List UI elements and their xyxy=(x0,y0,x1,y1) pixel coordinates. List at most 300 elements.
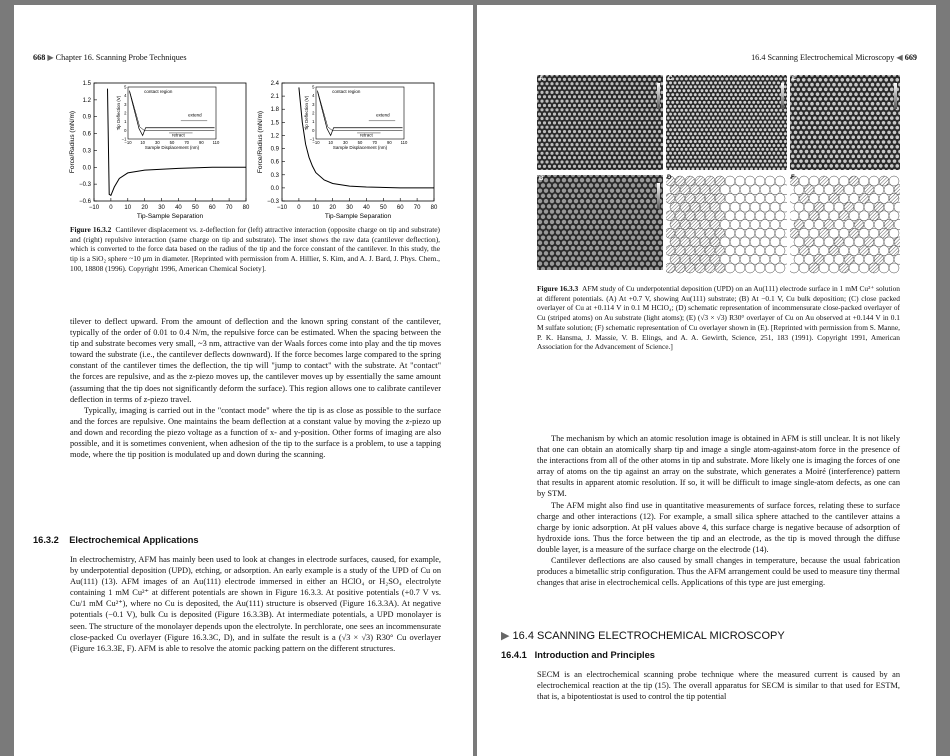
atom-circle xyxy=(790,211,799,221)
major-section-heading xyxy=(501,629,785,642)
atom-circle xyxy=(859,246,869,256)
x-tick-label: −10 xyxy=(88,205,100,211)
atom-circle xyxy=(859,211,869,221)
atom-circle xyxy=(859,176,869,186)
atom-circle xyxy=(775,193,785,203)
panel-label: C xyxy=(668,76,673,82)
atom-circle xyxy=(760,185,770,195)
atom-circle xyxy=(849,176,859,186)
atom-circle xyxy=(666,246,675,256)
x-tick-label: 0 xyxy=(109,205,113,211)
atom-circle xyxy=(884,202,894,212)
atom-circle xyxy=(859,193,869,203)
panel-label: F xyxy=(791,175,795,181)
atom-circle xyxy=(680,237,690,247)
atom-circle xyxy=(760,237,770,247)
atom-circle xyxy=(740,185,750,195)
x-tick-label: 80 xyxy=(430,205,438,211)
caption-text: Cantilever displacement vs. z-deflection for (left) attractive interaction (opposite charge on tip and substrate) and (right) repulsive interaction (same charge on tip and substrate). The inset shows the raw data (cantilever deflection), which is converted to the force data based on the radius of the tip and the force constant of the cantilever. In this study, the tip is a SiO₂ sphere ~10 μm in diameter. [Reprinted with permission from A. Hillier, S. Kim, and A. J. Bard, J. Phys. Chem., 100, 18808 (1996). Copyright 1996, American Chemical Society]. xyxy=(70,225,441,273)
x-tick-label: 70 xyxy=(225,205,233,211)
inset-frame xyxy=(316,87,404,139)
atom-circle xyxy=(695,193,705,203)
atom-circle xyxy=(680,254,690,264)
atom-circle xyxy=(710,237,720,247)
atom-circle xyxy=(745,176,755,186)
atom-circle xyxy=(740,220,750,230)
afm-image-c xyxy=(666,75,787,170)
inset-x-tick-label: 30 xyxy=(154,140,160,145)
caption-text: AFM study of Cu underpotential deposition (UPD) on an Au(111) electrode surface in 1 mM Cu²⁺ solution at different potentials. (A) At +0.7 V, showing Au(111) substrate; (B) At −0.1 V, Cu bulk deposition; (C) close packed overlayer of Cu at +0.114 V in 0.1 M HClO₄; (D) schematic representation of incommensurate close-packed overlayer of Cu (striped atoms) on Au substrate (light atoms); (E) (√3 × √3) R30° overlayer of Cu on Au observed at +0.144 V in 0.1 M sulfate solution; (F) schematic representation of Cu overlayer shown in (E). [Reprinted with permission from S. Manne, P. K. Hansma, J. Massie, V. B. Elings, and A. A. Gewirth, Science, 251, 183 (1991). Copyright 1991, American Association for the Advancement of Science.] xyxy=(537,284,900,352)
atom-circle xyxy=(735,176,745,186)
atom-circle xyxy=(854,185,864,195)
atom-circle xyxy=(869,228,879,238)
atom-circle xyxy=(844,254,854,264)
atom-circle xyxy=(690,237,700,247)
inset-x-tick-label: 30 xyxy=(342,140,348,145)
atom-circle xyxy=(799,193,809,203)
y-tick-label: 1.8 xyxy=(270,107,279,114)
atom-circle xyxy=(750,202,760,212)
atom-circle xyxy=(854,202,864,212)
atom-circle xyxy=(889,211,899,221)
inset-y-axis-label: Tip Deflection (V) xyxy=(116,95,121,131)
afm-lattice xyxy=(537,75,663,170)
atom-circle xyxy=(874,237,884,247)
atom-circle xyxy=(849,263,859,273)
schematic-d xyxy=(666,175,787,275)
afm-image-b xyxy=(537,175,663,270)
x-tick-label: 80 xyxy=(242,205,250,211)
atom-circle xyxy=(690,185,700,195)
left-page-number: 668 xyxy=(33,53,46,62)
atom-circle xyxy=(844,185,854,195)
x-tick-label: 60 xyxy=(208,205,216,211)
atom-circle xyxy=(864,220,874,230)
inset-x-tick-label: 50 xyxy=(357,140,363,145)
y-tick-label: −0.3 xyxy=(79,182,91,189)
y-tick-label: 1.2 xyxy=(270,133,279,140)
atom-circle xyxy=(844,202,854,212)
y-tick-label: 0.0 xyxy=(270,185,279,192)
atom-circle xyxy=(780,220,787,230)
atom-circle xyxy=(715,263,725,273)
atom-circle xyxy=(834,185,844,195)
atom-circle xyxy=(829,246,839,256)
atom-circle xyxy=(710,185,720,195)
atom-circle xyxy=(690,220,700,230)
atom-circle xyxy=(894,220,900,230)
subsection-title: Introduction and Principles xyxy=(534,650,655,660)
atom-circle xyxy=(809,228,819,238)
atom-circle xyxy=(755,176,765,186)
atom-circle xyxy=(839,211,849,221)
atom-circle xyxy=(879,228,889,238)
header-arrow-icon: ▶ xyxy=(47,53,54,62)
atom-circle xyxy=(794,254,804,264)
x-tick-label: 60 xyxy=(396,205,404,211)
atom-circle xyxy=(695,211,705,221)
inset-y-tick-label: 3 xyxy=(124,101,127,107)
atom-circle xyxy=(794,237,804,247)
atom-circle xyxy=(824,237,834,247)
inset-annotation: contact region xyxy=(332,89,361,95)
atom-circle xyxy=(770,254,780,264)
atom-circle xyxy=(685,228,695,238)
afm-lattice xyxy=(790,75,900,170)
right-body-bottom xyxy=(537,669,900,702)
y-tick-label: 0.3 xyxy=(82,148,91,155)
atom-circle xyxy=(690,202,700,212)
atom-circle xyxy=(770,237,780,247)
atom-circle xyxy=(849,246,859,256)
atom-circle xyxy=(839,263,849,273)
y-tick-label: −0.6 xyxy=(79,199,91,205)
atom-circle xyxy=(720,185,730,195)
inset-y-axis-label: Tip Deflection (V) xyxy=(304,95,309,131)
atom-circle xyxy=(666,193,675,203)
atom-circle xyxy=(824,220,834,230)
force-chart-attractive xyxy=(66,77,251,222)
atom-circle xyxy=(804,254,814,264)
inset-y-tick-label: 0 xyxy=(312,127,315,133)
section-title: Electrochemical Applications xyxy=(69,535,199,545)
x-tick-label: 40 xyxy=(363,205,370,211)
inset-y-tick-label: 1 xyxy=(124,119,127,125)
x-tick-label: 0 xyxy=(297,205,301,211)
panel-label: D xyxy=(667,175,672,181)
atom-circle xyxy=(695,263,705,273)
atom-circle xyxy=(735,246,745,256)
atom-circle xyxy=(839,228,849,238)
atom-circle xyxy=(874,185,884,195)
force-chart-repulsive xyxy=(254,77,439,222)
atom-circle xyxy=(869,246,879,256)
right-page-number: 669 xyxy=(904,53,917,62)
atom-circle xyxy=(670,185,680,195)
inset-x-tick-label: 50 xyxy=(169,140,175,145)
atom-circle xyxy=(874,202,884,212)
atom-circle xyxy=(760,220,770,230)
atom-circle xyxy=(700,254,710,264)
atom-circle xyxy=(730,254,740,264)
atom-circle xyxy=(745,246,755,256)
atom-circle xyxy=(809,263,819,273)
inset-frame xyxy=(128,87,216,139)
atom-circle xyxy=(814,202,824,212)
atom-circle xyxy=(864,254,874,264)
right-page xyxy=(477,5,936,756)
atom-circle xyxy=(710,220,720,230)
atom-circle xyxy=(824,202,834,212)
atom-circle xyxy=(685,263,695,273)
atom-circle xyxy=(770,202,780,212)
paragraph: The AFM might also find use in quantitative measurements of surface forces, relating these to surface charge and other interactions (12). For example, a small silica sphere attached to the cantilever attains a charge by ionic adsorption. At pH values above 4, this surface charge is negative because of adsorption of hydroxide ions. Thus the force between the tip and an electrode, as the tip is moved through the diffuse double layer, is a measure of the surface charge on the electrode (14). xyxy=(537,500,900,554)
x-axis-label: Tip-Sample Separation xyxy=(324,213,392,220)
atom-circle xyxy=(834,220,844,230)
atom-circle xyxy=(675,263,685,273)
atom-circle xyxy=(730,202,740,212)
x-tick-label: −10 xyxy=(276,205,288,211)
atom-circle xyxy=(790,193,799,203)
atom-circle xyxy=(829,211,839,221)
atom-circle xyxy=(755,193,765,203)
inset-annotation: retract xyxy=(360,132,373,138)
atom-circle xyxy=(814,237,824,247)
atom-circle xyxy=(745,228,755,238)
inset-annotation: extend xyxy=(188,112,202,118)
atom-circle xyxy=(839,246,849,256)
atom-circle xyxy=(889,246,899,256)
chapter-title: Chapter 16. Scanning Probe Techniques xyxy=(55,53,187,62)
atom-circle xyxy=(814,185,824,195)
atom-circle xyxy=(750,220,760,230)
atom-circle xyxy=(834,254,844,264)
atom-circle xyxy=(889,193,899,203)
inset-x-tick-label: 70 xyxy=(184,140,190,145)
y-tick-label: 0.3 xyxy=(270,172,279,179)
inset-y-tick-label: 4 xyxy=(124,93,127,99)
atom-circle xyxy=(879,193,889,203)
atom-circle xyxy=(790,263,799,273)
atom-circle xyxy=(854,220,864,230)
x-tick-label: 70 xyxy=(413,205,421,211)
atom-circle xyxy=(819,211,829,221)
atom-circle xyxy=(834,202,844,212)
inset-y-tick-label: 1 xyxy=(312,119,315,125)
inset-x-tick-label: 10 xyxy=(328,140,334,145)
figure-16-3-2-caption xyxy=(70,225,440,274)
inset-x-tick-label: −10 xyxy=(124,140,132,145)
y-tick-label: 0.6 xyxy=(270,159,279,166)
paragraph: tilever to deflect upward. From the amount of deflection and the known spring constant of the cantilever, typically of the order of 0.01 to 0.4 N/m, the repulsive force can be estimated. When the spacing between the tip and substrate becomes very small, ~3 nm, attractive van der Waals forces come into play and the tip moves toward the substrate (i.e., the cantilever deflects downward). If the force becomes large compared to the spring constant of the cantilever times the deflection, the tip will "jump to contact" with the substrate. At "contact" the forces are repulsive, and as the z-piezo moves up, the cantilever moves up by essentially the same amount (assuming that the tip does not significantly deform the surface). This region allows one to calibrate cantilever deflection in terms of z-piezo travel. xyxy=(70,317,441,404)
x-tick-label: 30 xyxy=(346,205,353,211)
atom-circle xyxy=(755,228,765,238)
atom-circle xyxy=(705,228,715,238)
atom-circle xyxy=(859,263,869,273)
atom-circle xyxy=(884,185,894,195)
x-tick-label: 50 xyxy=(191,205,199,211)
atom-circle xyxy=(879,211,889,221)
atom-circle xyxy=(829,176,839,186)
atom-circle xyxy=(705,246,715,256)
atom-circle xyxy=(804,202,814,212)
atom-circle xyxy=(874,220,884,230)
left-body-top xyxy=(70,316,441,460)
atom-circle xyxy=(884,237,894,247)
y-axis-label: Force/Radius (mN/m) xyxy=(257,110,264,174)
atom-circle xyxy=(710,202,720,212)
inset-annotation: contact region xyxy=(144,89,173,95)
paragraph: The mechanism by which an atomic resolution image is obtained in AFM is still unclear. It is not likely that one can obtain an atomically sharp tip and image a single atom-against-atom force in the presence of the interactions from all of the other atoms in tip and substrate. More likely one is imaging the forces of one array of atoms on the tip against an array on the substrate, which generates a Moiré (interference) pattern that results in apparent atomic resolution. If so, it will be difficult to image single-atom defects, as one can by STM. xyxy=(537,434,900,499)
x-axis-label: Tip-Sample Separation xyxy=(136,213,204,220)
right-header xyxy=(751,52,917,62)
paragraph: SECM is an electrochemical scanning probe technique where the measured current is caused by an electrochemical reaction at the tip (15). The overall apparatus for SECM is similar to that used for ESTM, that is, a bipotentiostat is used to control the tip potential xyxy=(537,670,900,702)
atom-circle xyxy=(799,176,809,186)
atom-circle xyxy=(755,263,765,273)
section-heading xyxy=(33,535,199,545)
atom-circle xyxy=(670,202,680,212)
atom-circle xyxy=(864,237,874,247)
atom-circle xyxy=(790,246,799,256)
atom-circle xyxy=(725,246,735,256)
atom-circle xyxy=(666,228,675,238)
atom-circle xyxy=(745,263,755,273)
atom-circle xyxy=(765,263,775,273)
atom-circle xyxy=(705,193,715,203)
inset-x-tick-label: 10 xyxy=(140,140,146,145)
scale-bar xyxy=(781,83,784,109)
atom-circle xyxy=(730,220,740,230)
left-header xyxy=(33,52,187,62)
left-body-bottom xyxy=(70,554,441,654)
atom-circle xyxy=(819,193,829,203)
inset-x-tick-label: 90 xyxy=(198,140,204,145)
atom-circle xyxy=(809,211,819,221)
atom-circle xyxy=(809,176,819,186)
atom-circle xyxy=(834,237,844,247)
atom-circle xyxy=(894,185,900,195)
atom-circle xyxy=(770,185,780,195)
atom-circle xyxy=(859,228,869,238)
atom-circle xyxy=(864,185,874,195)
atom-circle xyxy=(814,254,824,264)
y-tick-label: 2.4 xyxy=(270,81,279,87)
atom-circle xyxy=(725,193,735,203)
atom-circle xyxy=(725,263,735,273)
atom-circle xyxy=(715,211,725,221)
atom-circle xyxy=(705,263,715,273)
atom-circle xyxy=(780,185,787,195)
afm-image-a xyxy=(537,75,663,170)
atom-circle xyxy=(735,211,745,221)
atom-circle xyxy=(765,211,775,221)
atom-circle xyxy=(725,176,735,186)
figure-label: Figure 16.3.3 xyxy=(537,284,579,293)
inset-y-tick-label: 0 xyxy=(124,127,127,133)
atom-circle xyxy=(884,220,894,230)
atom-circle xyxy=(675,176,685,186)
atom-circle xyxy=(844,237,854,247)
atom-circle xyxy=(854,254,864,264)
figure-16-3-3-caption xyxy=(537,284,900,352)
atom-circle xyxy=(730,237,740,247)
atom-circle xyxy=(765,193,775,203)
atom-circle xyxy=(869,193,879,203)
atom-circle xyxy=(725,228,735,238)
inset-y-tick-label: 2 xyxy=(124,110,127,116)
atom-circle xyxy=(799,228,809,238)
atom-circle xyxy=(799,263,809,273)
inset-annotation: retract xyxy=(172,132,185,138)
x-tick-label: 10 xyxy=(312,205,320,211)
atom-circle xyxy=(814,220,824,230)
atom-circle xyxy=(780,202,787,212)
atom-circle xyxy=(675,193,685,203)
inset-y-tick-label: −1 xyxy=(121,136,127,142)
afm-lattice xyxy=(666,75,787,170)
atom-circle xyxy=(780,254,787,264)
schematic-f xyxy=(790,175,900,275)
atom-circle xyxy=(695,246,705,256)
inset-y-tick-label: 4 xyxy=(312,93,315,99)
right-body xyxy=(537,433,900,588)
atom-circle xyxy=(879,246,889,256)
atom-circle xyxy=(750,237,760,247)
atom-circle xyxy=(755,211,765,221)
atom-circle xyxy=(670,254,680,264)
atom-circle xyxy=(735,193,745,203)
x-tick-label: 20 xyxy=(329,205,337,211)
inset-x-tick-label: 90 xyxy=(386,140,392,145)
atom-circle xyxy=(720,254,730,264)
atom-circle xyxy=(740,237,750,247)
y-tick-label: 2.1 xyxy=(270,94,279,101)
subsection-number: 16.4.1 xyxy=(501,650,527,660)
inset-x-tick-label: 70 xyxy=(372,140,378,145)
atom-circle xyxy=(705,176,715,186)
panel-label: E xyxy=(792,76,797,82)
atom-circle xyxy=(705,211,715,221)
atom-circle xyxy=(849,228,859,238)
atom-circle xyxy=(804,220,814,230)
atom-circle xyxy=(745,211,755,221)
atom-circle xyxy=(894,202,900,212)
atom-circle xyxy=(675,246,685,256)
scale-bar xyxy=(657,183,660,209)
atom-circle xyxy=(740,202,750,212)
inset-annotation: extend xyxy=(376,112,390,118)
atom-circle xyxy=(695,176,705,186)
atom-circle xyxy=(675,211,685,221)
atom-circle xyxy=(695,228,705,238)
y-axis-label: Force/Radius (mN/m) xyxy=(69,110,76,174)
atom-circle xyxy=(690,254,700,264)
atom-circle xyxy=(670,220,680,230)
atom-circle xyxy=(809,193,819,203)
atom-circle xyxy=(730,185,740,195)
inset-y-tick-label: 5 xyxy=(124,84,127,90)
atom-circle xyxy=(765,228,775,238)
atom-circle xyxy=(735,228,745,238)
atom-circle xyxy=(760,254,770,264)
atom-circle xyxy=(715,176,725,186)
afm-image-e xyxy=(790,75,900,170)
atom-circle xyxy=(854,237,864,247)
atom-circle xyxy=(685,211,695,221)
subsection-heading xyxy=(501,650,655,660)
inset-y-tick-label: 3 xyxy=(312,101,315,107)
atom-circle xyxy=(864,202,874,212)
atom-circle xyxy=(780,237,787,247)
atom-circle xyxy=(685,193,695,203)
atom-circle xyxy=(775,176,785,186)
atom-circle xyxy=(879,263,889,273)
atom-circle xyxy=(680,202,690,212)
atom-circle xyxy=(720,202,730,212)
atom-circle xyxy=(685,176,695,186)
y-tick-label: 0.9 xyxy=(82,114,91,121)
atom-circle xyxy=(819,176,829,186)
atom-circle xyxy=(775,211,785,221)
atom-circle xyxy=(829,193,839,203)
paragraph: In electrochemistry, AFM has mainly been used to look at changes in electrode surfaces, caused, for example, by underpotential deposition (UPD), etching, or adsorption. An early example is a study of the UPD of Cu on Au(111) (13). AFM images of an Au(111) electrode immersed in either an HClO₄ or H₂SO₄ electrolyte containing 1 mM Cu²⁺ at different potentials are shown in Figure 16.3.3. At positive potentials (+0.7 V vs. Cu/1 mM Cu²⁺), where no Cu is deposited, the Au(111) structure is observed (Figure 16.3.3A). At negative potentials (−0.1 V), bulk Cu is deposited (Figure 16.3.3B). At intermediate potentials, a UPD monolayer is seen. The structure of the monolayer depends upon the electrolyte. In perchlorate, one sees an incommensurate close-packed Cu overlayer (Figure 16.3.3C, D), and in sulfate the result is a (√3 × √3) R30° Cu overlayer (Figure 16.3.3E, F). AFM is able to resolve the atomic packing pattern on the different structures. xyxy=(70,555,441,653)
atom-circle xyxy=(710,254,720,264)
paragraph: Typically, imaging is carried out in the "contact mode" where the tip is as close as possible to the surface and the forces are repulsive. One maintains the beam deflection at a constant value by moving the z-piezo up and down and recording the piezo voltage as a function of x- and y-position. Other forms of imaging are also possible, and it is sometimes convenient, when adhesion of the tip to the surface is a problem, to use a tapping mode, where the tip position is modulated up and down during the scanning. xyxy=(70,405,441,460)
x-tick-label: 50 xyxy=(379,205,387,211)
atom-circle xyxy=(839,176,849,186)
atom-circle xyxy=(829,228,839,238)
x-tick-label: 30 xyxy=(158,205,165,211)
